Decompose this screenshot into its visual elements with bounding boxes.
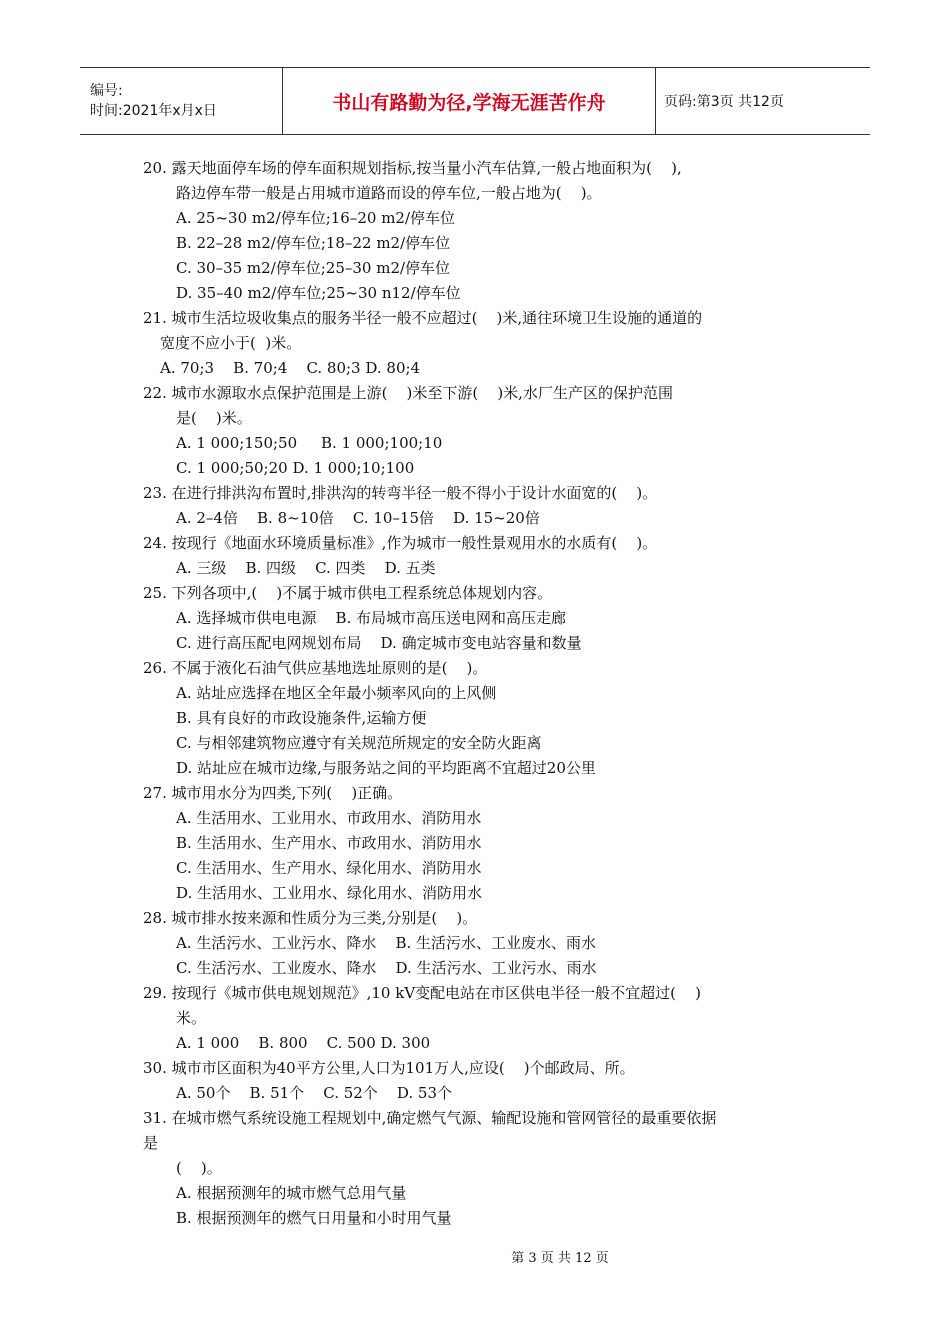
option-line: D. 生活用水、工业用水、绿化用水、消防用水 (176, 884, 483, 902)
option-line: B. 22–28 m2/停车位;18–22 m2/停车位 (176, 234, 451, 252)
option-line: A. 三级 B. 四级 C. 四类 D. 五类 (176, 559, 436, 577)
page-number-label: 页码:第3页 共12页 (664, 94, 784, 110)
option-line: C. 进行高压配电网规划布局 D. 确定城市变电站容量和数量 (176, 634, 582, 652)
question-line: 30. 城市市区面积为40平方公里,人口为101万人,应设( )个邮政局、所。 (143, 1059, 635, 1077)
page-header (80, 67, 870, 135)
question-line: 是( )米。 (176, 409, 252, 427)
option-line: C. 30–35 m2/停车位;25–30 m2/停车位 (176, 259, 451, 277)
time-label: 时间:2021年x月x日 (90, 103, 217, 119)
question-line: 25. 下列各项中,( )不属于城市供电工程系统总体规划内容。 (143, 584, 553, 602)
option-line: A. 1 000;150;50 B. 1 000;100;10 (176, 434, 443, 452)
option-line: B. 根据预测年的燃气日用量和小时用气量 (176, 1209, 452, 1227)
option-line: A. 生活污水、工业污水、降水 B. 生活污水、工业废水、雨水 (176, 934, 597, 952)
question-line: 24. 按现行《地面水环境质量标准》,作为城市一般性景观用水的水质有( )。 (143, 534, 658, 552)
motto: 书山有路勤为径,学海无涯苦作舟 (283, 68, 656, 134)
question-line: 27. 城市用水分为四类,下列( )正确。 (143, 784, 403, 802)
question-line: ( )。 (176, 1159, 222, 1177)
option-line: C. 生活污水、工业废水、降水 D. 生活污水、工业污水、雨水 (176, 959, 597, 977)
question-line: 路边停车带一般是占用城市道路而设的停车位,一般占地为( )。 (176, 184, 602, 202)
option-line: A. 根据预测年的城市燃气总用气量 (176, 1184, 407, 1202)
option-line: C. 1 000;50;20 D. 1 000;10;100 (176, 459, 415, 477)
option-line: A. 25~30 m2/停车位;16–20 m2/停车位 (176, 209, 456, 227)
option-line: C. 生活用水、生产用水、绿化用水、消防用水 (176, 859, 482, 877)
header-meta (80, 68, 283, 134)
option-line: B. 具有良好的市政设施条件,运输方便 (176, 709, 427, 727)
question-line: 29. 按现行《城市供电规划规范》,10 kV变配电站在市区供电半径一般不宜超过( ) (143, 984, 701, 1002)
question-line: 31. 在城市燃气系统设施工程规划中,确定燃气气源、输配设施和管网管径的最重要依据 (143, 1109, 717, 1127)
option-line: D. 站址应在城市边缘,与服务站之间的平均距离不宜超过20公里 (176, 759, 596, 777)
question-line: 是 (143, 1134, 159, 1152)
option-line: A. 2–4倍 B. 8~10倍 C. 10–15倍 D. 15~20倍 (176, 509, 540, 527)
option-line: D. 35–40 m2/停车位;25~30 n12/停车位 (176, 284, 461, 302)
page-footer: 第 3 页 共 12 页 (511, 1251, 609, 1266)
option-line: A. 站址应选择在地区全年最小频率风向的上风侧 (176, 684, 497, 702)
question-line: 23. 在进行排洪沟布置时,排洪沟的转弯半径一般不得小于设计水面宽的( )。 (143, 484, 658, 502)
code-label: 编号: (90, 83, 123, 99)
option-line: A. 70;3 B. 70;4 C. 80;3 D. 80;4 (160, 359, 421, 377)
question-line: 28. 城市排水按来源和性质分为三类,分别是( )。 (143, 909, 478, 927)
question-line: 米。 (176, 1009, 207, 1027)
option-line: C. 与相邻建筑物应遵守有关规范所规定的安全防火距离 (176, 734, 542, 752)
option-line: A. 选择城市供电电源 B. 布局城市高压送电网和高压走廊 (176, 609, 567, 627)
question-line: 21. 城市生活垃圾收集点的服务半径一般不应超过( )米,通往环境卫生设施的通道的 (143, 309, 703, 327)
question-line: 宽度不应小于( )米。 (160, 334, 302, 352)
question-line: 26. 不属于液化石油气供应基地选址原则的是( )。 (143, 659, 488, 677)
question-line: 20. 露天地面停车场的停车面积规划指标,按当量小汽车估算,一般占地面积为( ), (143, 159, 682, 177)
option-line: B. 生活用水、生产用水、市政用水、消防用水 (176, 834, 482, 852)
option-line: A. 生活用水、工业用水、市政用水、消防用水 (176, 809, 482, 827)
question-line: 22. 城市水源取水点保护范围是上游( )米至下游( )米,水厂生产区的保护范围 (143, 384, 673, 402)
option-line: A. 50个 B. 51个 C. 52个 D. 53个 (176, 1084, 452, 1102)
option-line: A. 1 000 B. 800 C. 500 D. 300 (176, 1034, 431, 1052)
